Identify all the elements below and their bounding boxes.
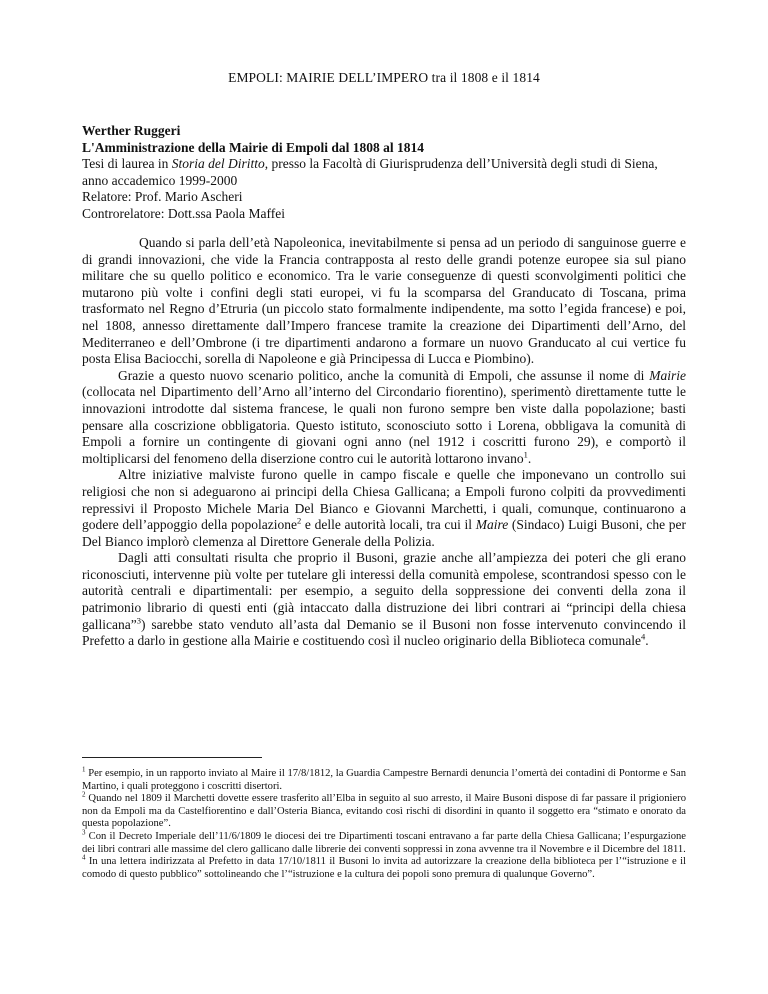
paragraph-3-emphasis: Maire <box>475 517 509 533</box>
paragraph-2-part-a: Grazie a questo nuovo scenario politico, anche la comunità di Empoli, che assunse il nome di <box>118 367 650 383</box>
page-title: EMPOLI: MAIRIE DELL’IMPERO tra il 1808 e il 1814 <box>228 70 540 85</box>
paragraph-3 <box>82 467 686 550</box>
paragraph-2-emphasis: Mairie <box>649 367 686 383</box>
relatore: Relatore: Prof. Mario Ascheri <box>82 189 243 205</box>
paragraph-3-part-a: Altre iniziative malviste furono quelle in campo fiscale e quelle che imponevano un controllo sui religiosi che non si adeguarono ai principi della Chiesa Gallicana; a Empoli furono colpiti da provvedimenti repressivi il Proposto Michele Maria Del Bianco e Giovanni Marchetti, i quali, comunque, continuarono a godere dell’appoggio della popolazione <box>82 467 686 533</box>
footnote-number-4: 4 <box>82 853 86 862</box>
main-text <box>82 235 686 650</box>
paragraph-1: Quando si parla dell’età Napoleonica, inevitabilmente si pensa ad un periodo di sanguinose guerre e di grandi innovazioni, che vide la Francia contrapposta al resto delle grandi potenze europee sia sul piano militare che su quello politico e economico. Tra le varie conseguenze di questi sconvolgimenti politici che mutarono più volte i confini degli stati europei, vi fu la scomparsa del Granducato di Toscana, prima trasformato nel Regno d’Etruria (un piccolo stato formalmente indipendente, ma sotto l’egida francese) e poi, nel 1808, annesso direttamente dall’Impero francese tramite la creazione dei Dipartimenti dell’Arno, del Mediterraneo e dell’Ombrone (i tre dipartimenti andarono a formare un nuovo Granducato al cui vertice fu posta Elisa Baciocchi, sorella di Napoleone e già Principessa di Lucca e Piombino). <box>82 235 686 367</box>
footnote-text-1: Per esempio, in un rapporto inviato al Maire il 17/8/1812, la Guardia Campestre Bernardi denuncia l’omertà dei contadini di Pontorme e San Martino, i quali proteggono i coscritti disertori. <box>82 768 686 792</box>
footnote-number-1: 1 <box>82 765 86 774</box>
controrelatore: Controrelatore: Dott.ssa Paola Maffei <box>82 205 285 221</box>
thesis-suffix: , presso la Facoltà di Giurisprudenza dell’Università degli studi di Siena, anno accademico 1999-2000 <box>82 156 658 188</box>
footnote-1 <box>82 765 686 793</box>
paragraph-2 <box>82 368 686 468</box>
paragraph-2-part-c: . <box>527 450 532 466</box>
paragraph-3-part-c: (Sindaco) Luigi Busoni, che per Del Bianco implorò clemenza al Direttore Generale della Polizia. <box>82 517 686 549</box>
thesis-prefix: Tesi di laurea in <box>82 156 172 172</box>
footnote-number-2: 2 <box>82 790 86 799</box>
footnotes <box>82 765 686 881</box>
footnote-text-2: Quando nel 1809 il Marchetti dovette essere trasferito all’Elba in seguito al suo arresto, il Maire Busoni dispose di far passare il prigioniero non da Empoli ma da Castelfiorentino e dall’Osteria Bianca, evitando così rischi di disordini in quanto il soggetto era “stimato e onorato da questa popolazione”. <box>82 793 686 830</box>
footnote-4 <box>82 853 686 881</box>
paragraph-2-part-b: (collocata nel Dipartimento dell’Arno all’interno del Circondario fiorentino), sperimentò direttamente tutte le innovazioni introdotte dal sistema francese, le quali non furono sempre ben viste dalla popolazione; basti pensare alla coscrizione obbligatoria. Questo istituto, sconosciuto sotto i Lorena, obbligava la comunità di Empoli a fornire un contingente di giovani ogni anno (nel 1912 i coscritti furono 29), e comportò il moltiplicarsi del fenomeno della diserzione contro cui le autorità lottarono invano <box>82 384 686 466</box>
footnote-3 <box>82 828 686 856</box>
paragraph-4-part-b: ) sarebbe stato venduto all’asta dal Demanio se il Busoni non fosse intervenuto convincendo il Prefetto a darlo in gestione alla Mairie e costituendo così il nucleo originario della Biblioteca comunale <box>82 616 686 649</box>
footnote-separator <box>82 757 262 758</box>
paragraph-4-part-c: . <box>645 633 649 649</box>
footnote-text-3: Con il Decreto Imperiale dell’11/6/1809 le diocesi dei tre Dipartimenti toscani entravano a far parte della Chiesa Gallicana; l’espurgazione dei libri contrari alle massime del clero gallicano dalle librerie dei conventi soppressi in zona avvenne tra il Novembre e il Dicembre del 1811. <box>82 830 686 855</box>
footnote-text-4: In una lettera indirizzata al Prefetto in data 17/10/1811 il Busoni lo invita ad autorizzare la creazione della biblioteca per l’“istruzione e il comodo di questo pubblico” sottolineando che l’“istruzione e la cultura dei popoli sono premura di qualunque Governo”. <box>82 856 686 880</box>
footnote-2 <box>82 790 686 831</box>
author-name: Werther Ruggeri <box>82 123 181 138</box>
paragraph-4 <box>82 550 686 650</box>
thesis-info <box>82 123 686 223</box>
work-title: L'Amministrazione della Mairie di Empoli dal 1808 al 1814 <box>82 139 424 155</box>
paragraph-3-part-b: e delle autorità locali, tra cui il <box>301 517 476 533</box>
footnote-ref-3[interactable]: 3 <box>136 615 141 626</box>
thesis-subject: Storia del Diritto <box>171 156 265 172</box>
footnote-ref-2[interactable]: 2 <box>296 515 302 526</box>
footnote-ref-1[interactable]: 1 <box>523 449 528 460</box>
thesis-description <box>82 156 686 189</box>
footnote-number-3: 3 <box>82 828 86 837</box>
paragraph-4-part-a: Dagli atti consultati risulta che proprio il Busoni, grazie anche all’ampiezza dei poteri che gli erano riconosciuti, intervenne più volte per tutelare gli interessi della comunità empolese, scontrandosi spesso con le autorità centrali e dipartimentali: per esempio, a seguito della soppressione dei conventi della zona il patrimonio librario di questi enti (già intaccato dalla distruzione dei libri contrari ai “principi della chiesa gallicana” <box>82 550 686 632</box>
footnote-ref-4[interactable]: 4 <box>640 631 646 642</box>
